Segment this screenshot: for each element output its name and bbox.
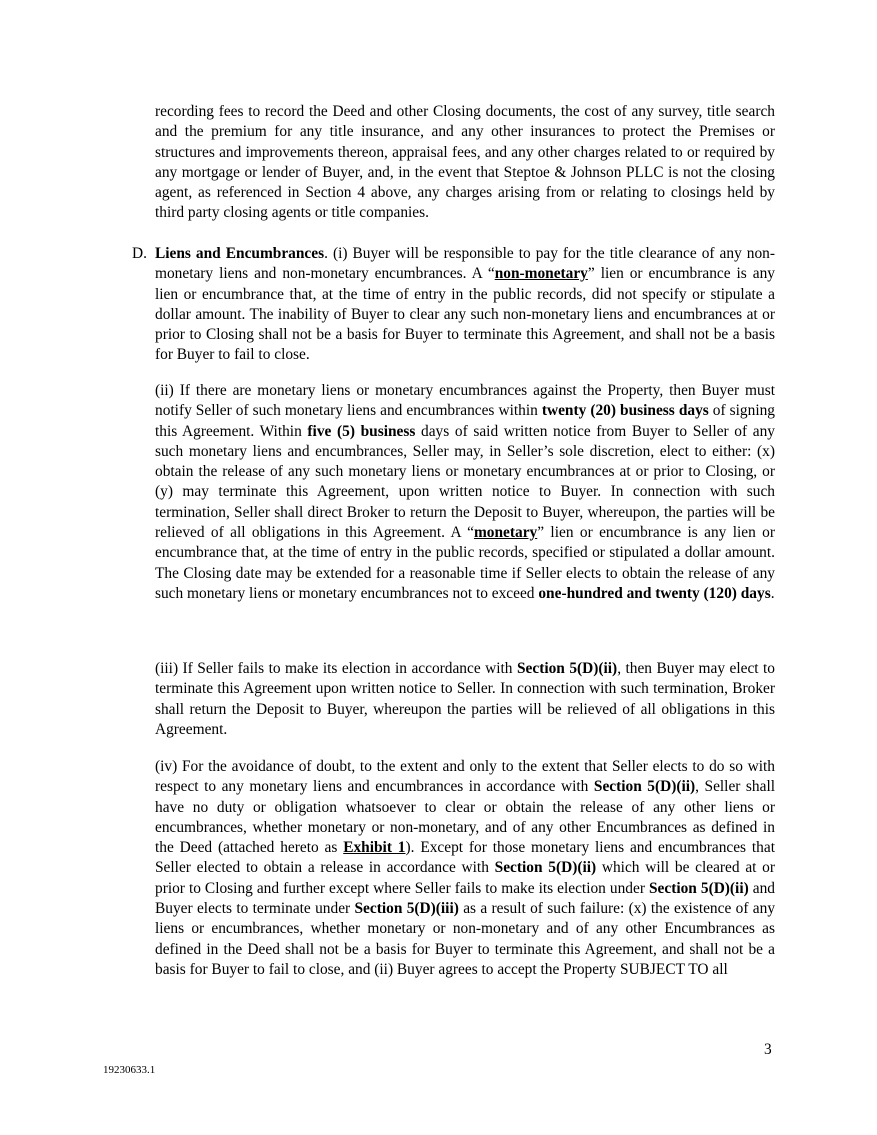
section-reference: Section 5(D)(ii): [494, 859, 597, 877]
text-span: .: [770, 584, 775, 602]
text-span: . (i) Buyer will be responsible to pay for the title clearance of any non-monetary liens and non-monetary encumbrances. A “: [155, 245, 775, 283]
paragraph-continuation: [155, 102, 775, 224]
text-span: which will be cleared at or prior to Closing and further except where Seller fails to make its election under: [155, 859, 775, 897]
text-span: and Buyer elects to terminate under: [155, 879, 775, 918]
subparagraph-ii: [155, 381, 775, 604]
section-d-paragraph: [155, 244, 775, 366]
page-number: 3: [764, 1041, 772, 1058]
text-span: of signing this Agreement. Within: [155, 402, 775, 440]
subparagraph-iv: [155, 757, 775, 980]
bold-term: twenty (20) business days: [541, 402, 709, 420]
defined-term: monetary: [473, 524, 538, 542]
defined-term: non-monetary: [494, 265, 588, 283]
bold-term: five (5) business: [307, 422, 416, 440]
section-reference: Section 5(D)(ii): [593, 778, 696, 796]
section-heading: Liens and Encumbrances: [155, 245, 325, 262]
text-span: (ii) If there are monetary liens or monetary encumbrances against the Property, then Buyer must notify Seller of such monetary liens and encumbrances within: [155, 382, 775, 420]
text-span: , Seller shall have no duty or obligation whatsoever to clear or obtain the release of any other liens or encumbrances, whether monetary or non-monetary, and of any other Encumbrances as defined in the Deed (attached hereto as: [155, 778, 776, 857]
exhibit-reference: Exhibit 1: [343, 839, 406, 857]
text-span: (iv) For the avoidance of doubt, to the extent and only to the extent that Seller elects to do so with respect to any monetary liens and encumbrances in accordance with: [155, 758, 775, 796]
document-id: 19230633.1: [103, 1064, 156, 1076]
text-span: as a result of such failure: (x) the existence of any liens or encumbrances, whether monetary or non-monetary and of any other Encumbrances as defined in the Deed shall not be a basis for Buyer to terminate this Agreement, and shall not be a basis for Buyer to fail to close, and (ii) Buyer agrees to accept the Property SUBJECT TO all: [155, 900, 776, 978]
section-reference: Section 5(D)(ii): [516, 660, 618, 677]
text-span: (iii) If Seller fails to make its election in accordance with: [155, 660, 517, 677]
text-span: , then Buyer may elect to terminate this Agreement upon written notice to Seller. In connection with such termination, Broker shall return the Deposit to Buyer, whereupon the parties will be relieved of all obligations in this Agreement.: [155, 660, 776, 738]
paragraph-text: recording fees to record the Deed and other Closing documents, the cost of any survey, title search and the premium for any title insurance, and any other insurances to protect the Premises or structures and improvements thereon, appraisal fees, and any other charges related to or required by any mortgage or lender of Buyer, and, in the event that Steptoe & Johnson PLLC is not the closing agent, as referenced in Section 4 above, any charges arising from or relating to closings held by third party closing agents or title companies.: [155, 103, 775, 222]
section-label: D.: [132, 245, 147, 262]
text-span: days of said written notice from Buyer to Seller of any such monetary liens and encumbrances, Seller may, in Seller’s sole discretion, elect to either: (x) obtain the release of any such monetary liens or monetary encumbrances at or prior to Closing, or (y) may terminate this Agreement, upon written notice to Buyer. In connection with such termination, Seller shall direct Broker to return the Deposit to Buyer, whereupon, the parties will be relieved of all obligations in this Agreement. A “: [155, 422, 775, 542]
text-span: ” lien or encumbrance is any lien or encumbrance that, at the time of entry in the public records, specified or stipulated a dollar amount. The Closing date may be extended for a reasonable time if Seller elects to obtain the release of any such monetary liens or monetary encumbrances not to exceed: [155, 524, 775, 602]
text-span: ). Except for those monetary liens and encumbrances that Seller elected to obtain a release in accordance with: [155, 839, 775, 877]
bold-term: one-hundred and twenty (120) days: [538, 584, 771, 602]
subparagraph-iii: [155, 659, 775, 740]
text-span: ” lien or encumbrance is any lien or encumbrance that, at the time of entry in the public records, did not specify or stipulate a dollar amount. The inability of Buyer to clear any such non-monetary liens and encumbrances at or prior to Closing shall not be a basis for Buyer to terminate this Agreement, and shall not be a basis for Buyer to fail to close.: [155, 265, 775, 364]
section-reference: Section 5(D)(iii): [354, 900, 459, 918]
section-reference: Section 5(D)(ii): [648, 879, 749, 897]
